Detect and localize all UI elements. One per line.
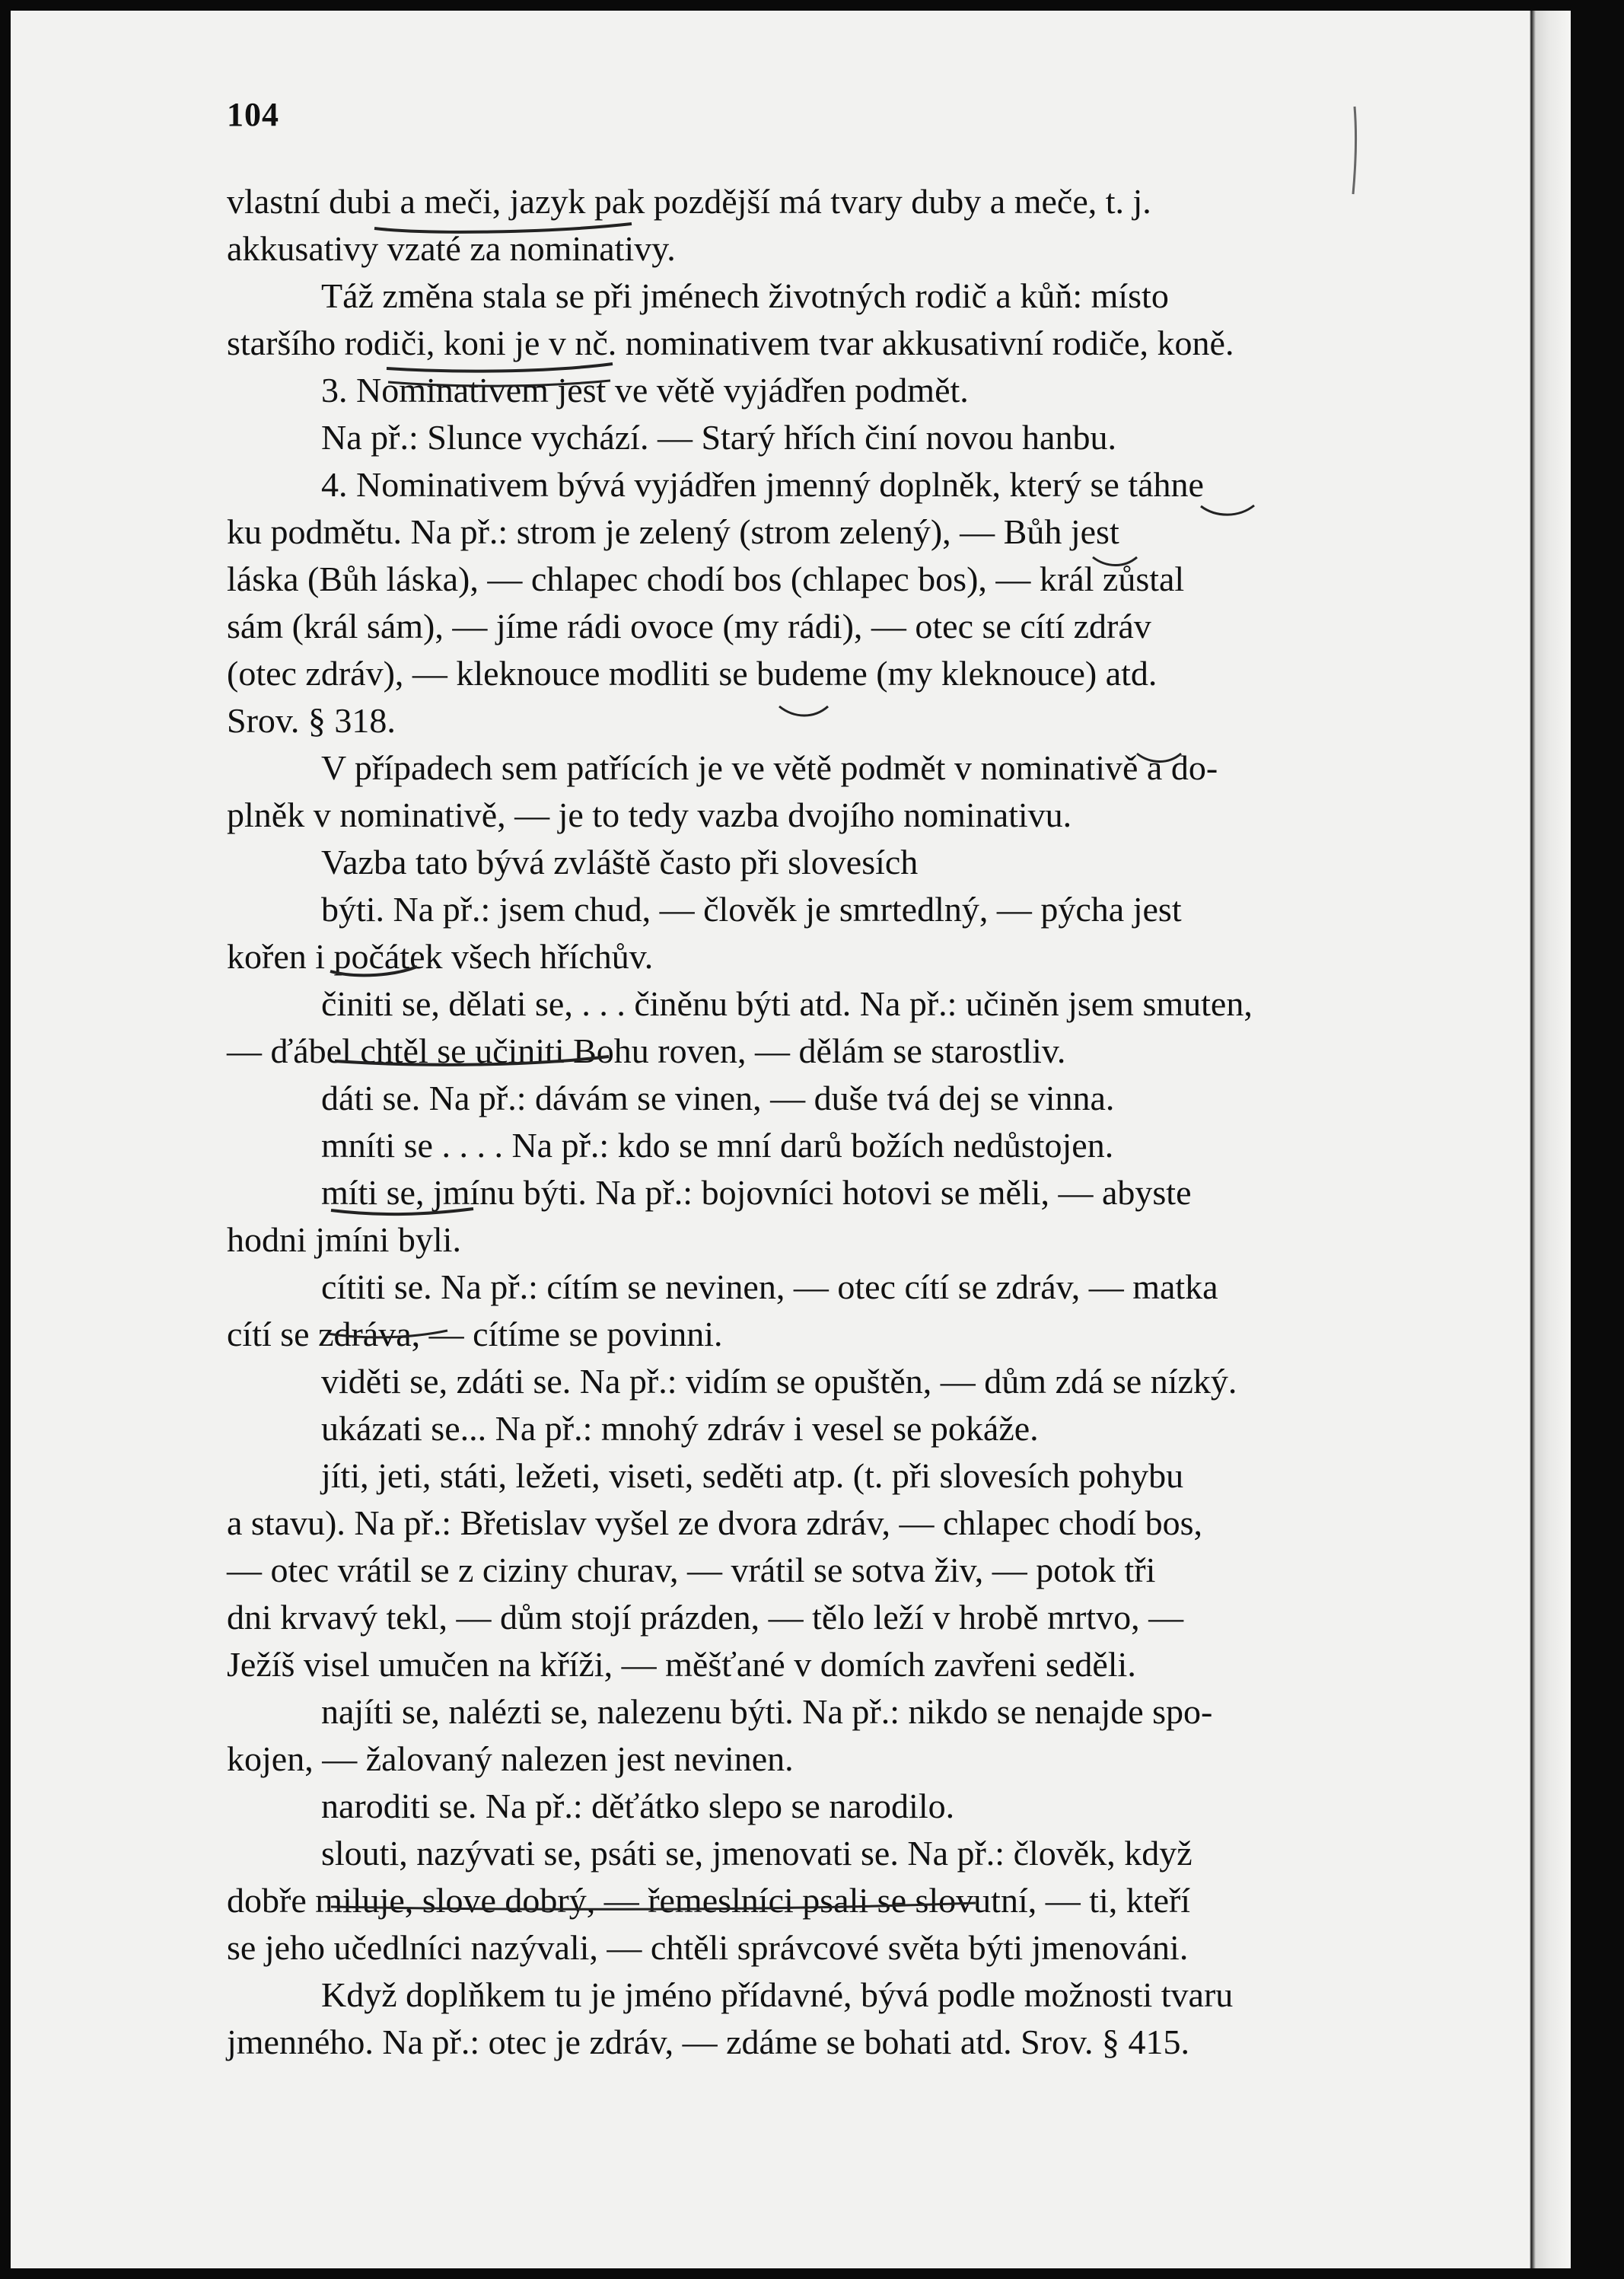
text-line: Ježíš visel umučen na kříži, — měšťané v domích zavřeni seděli. — [227, 1645, 1136, 1684]
page-content — [227, 91, 1460, 2066]
text-line: činiti se, dělati se, . . . činěnu býti atd. Na př.: učiněn jsem smuten, — [321, 984, 1253, 1023]
paragraph — [227, 980, 1460, 1075]
text-line: Když doplňkem tu je jméno přídavné, bývá podle možnosti tvaru — [321, 1975, 1234, 2014]
paragraph — [227, 1405, 1460, 1452]
text-line: viděti se, zdáti se. Na př.: vidím se opuštěn, — dům zdá se nízký. — [321, 1362, 1237, 1401]
paragraph — [227, 1075, 1460, 1122]
text-line: cítí se zdráva, — cítíme se povinni. — [227, 1315, 723, 1353]
text-line: V případech sem patřících je ve větě podmět v nominativě a do- — [321, 748, 1218, 787]
paragraph — [227, 414, 1460, 461]
paragraph — [227, 1452, 1460, 1688]
paragraph — [227, 1264, 1460, 1358]
text-line: hodni jmíni byli. — [227, 1220, 461, 1259]
text-line: míti se, jmínu býti. Na př.: bojovníci hotovi se měli, — abyste — [321, 1173, 1192, 1212]
paragraph — [227, 461, 1460, 744]
page-number: 104 — [227, 96, 279, 133]
paragraph — [227, 1783, 1460, 1830]
paragraph — [227, 273, 1460, 367]
text-line: ukázati se... Na př.: mnohý zdráv i vesel se pokáže. — [321, 1409, 1039, 1448]
text-line: vlastní dubi a meči, jazyk pak pozdější má tvary duby a meče, t. j. — [227, 182, 1151, 221]
paragraph — [227, 1169, 1460, 1264]
text-line: Táž změna stala se při jménech životných rodič a kůň: místo — [321, 276, 1169, 315]
text-line: staršího rodiči, koni je v nč. nominativem tvar akkusativní rodiče, koně. — [227, 324, 1234, 362]
text-line: jíti, jeti, státi, ležeti, viseti, seděti atp. (t. při slovesích pohybu — [321, 1456, 1184, 1495]
text-line: akkusativy vzaté za nominativy. — [227, 229, 676, 268]
text-line: dáti se. Na př.: dávám se vinen, — duše tvá dej se vinna. — [321, 1079, 1115, 1117]
text-line: Vazba tato bývá zvláště často při slovesích — [321, 843, 919, 881]
text-line: láska (Bůh láska), — chlapec chodí bos (chlapec bos), — král zůstal — [227, 559, 1185, 598]
paragraph — [227, 886, 1460, 980]
paragraph — [227, 1122, 1460, 1169]
page-binding-edge — [1527, 11, 1571, 2268]
text-line: býti. Na př.: jsem chud, — člověk je smrtedlný, — pýcha jest — [321, 890, 1182, 929]
text-line: naroditi se. Na př.: děťátko slepo se narodilo. — [321, 1787, 955, 1825]
text-line: dobře miluje, slove dobrý, — řemeslníci psali se slovutní, — ti, kteří — [227, 1881, 1191, 1920]
text-line: cítiti se. Na př.: cítím se nevinen, — otec cítí se zdráv, — matka — [321, 1267, 1218, 1306]
text-line: Na př.: Slunce vychází. — Starý hřích činí novou hanbu. — [321, 418, 1116, 457]
paragraph — [227, 1830, 1460, 1971]
paragraph — [227, 1358, 1460, 1405]
paragraph — [227, 367, 1460, 414]
text-line: — ďábel chtěl se učiniti Bohu roven, — dělám se starostliv. — [227, 1031, 1066, 1070]
text-line: a stavu). Na př.: Břetislav vyšel ze dvora zdráv, — chlapec chodí bos, — [227, 1503, 1203, 1542]
text-line: mníti se . . . . Na př.: kdo se mní darů božích nedůstojen. — [321, 1126, 1114, 1165]
text-line: kojen, — žalovaný nalezen jest nevinen. — [227, 1739, 794, 1778]
text-line: se jeho učedlníci nazývali, — chtěli správcové světa býti jmenováni. — [227, 1928, 1189, 1967]
text-line: slouti, nazývati se, psáti se, jmenovati se. Na př.: člověk, když — [321, 1834, 1193, 1873]
paragraph — [227, 178, 1460, 273]
text-line: jmenného. Na př.: otec je zdráv, — zdáme se bohati atd. Srov. § 415. — [227, 2022, 1190, 2061]
text-line: najíti se, nalézti se, nalezenu býti. Na př.: nikdo se nenajde spo- — [321, 1692, 1213, 1731]
text-line: dni krvavý tekl, — dům stojí prázden, — tělo leží v hrobě mrtvo, — — [227, 1598, 1184, 1637]
text-line: 4. Nominativem bývá vyjádřen jmenný doplněk, který se táhne — [321, 465, 1204, 504]
text-line: — otec vrátil se z ciziny churav, — vrátil se sotva živ, — potok tři — [227, 1551, 1156, 1589]
paragraph — [227, 1688, 1460, 1783]
text-line: (otec zdráv), — kleknouce modliti se budeme (my kleknouce) atd. — [227, 654, 1157, 693]
text-line: ku podmětu. Na př.: strom je zelený (strom zelený), — Bůh jest — [227, 512, 1119, 551]
paragraph — [227, 839, 1460, 886]
text-line: sám (král sám), — jíme rádi ovoce (my rádi), — otec se cítí zdráv — [227, 607, 1151, 645]
text-line: Srov. § 318. — [227, 701, 396, 740]
text-line: kořen i počátek všech hříchův. — [227, 937, 654, 976]
paragraph — [227, 1971, 1460, 2066]
text-line: plněk v nominativě, — je to tedy vazba dvojího nominativu. — [227, 795, 1072, 834]
paragraph — [227, 744, 1460, 839]
text-line: 3. Nominativem jest ve větě vyjádřen podmět. — [321, 371, 969, 410]
